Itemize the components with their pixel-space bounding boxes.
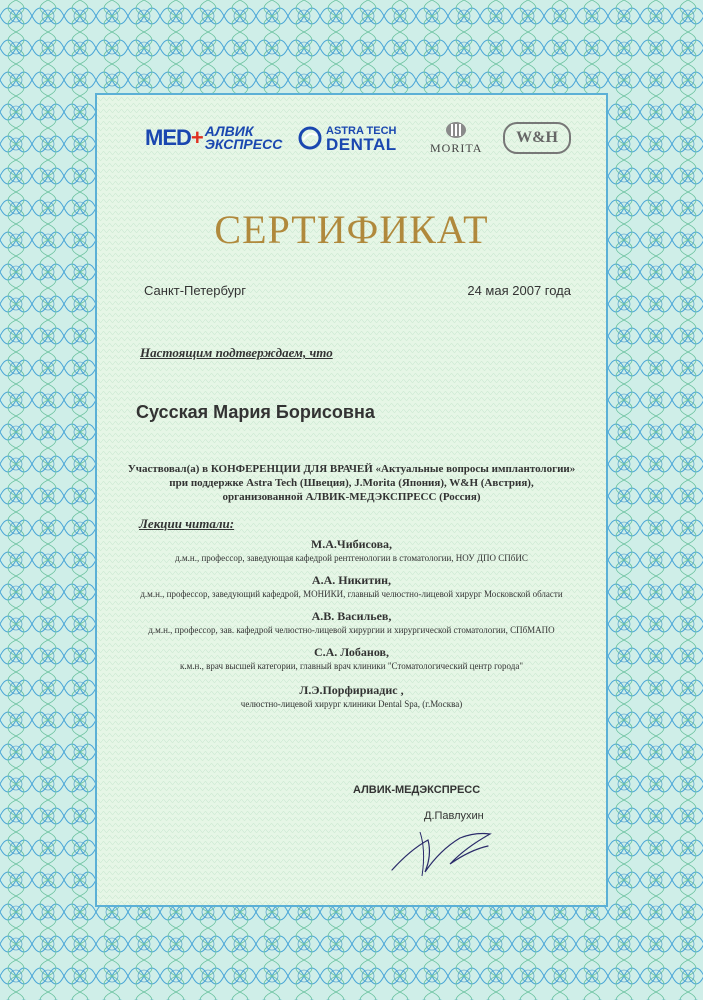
- signer-name: Д.Павлухин: [424, 810, 484, 822]
- lecturer-description: д.м.н., профессор, зав. кафедрой челюстно-лицевой хирургии и хирургической стоматологии, СПбМАПО: [148, 625, 555, 635]
- lecturer-item: [100, 537, 603, 564]
- lecturers-heading: Лекции читали:: [139, 516, 235, 531]
- lecturer-name: М.А.Чибисова,: [310, 537, 393, 551]
- astra-logo-line2: DENTAL: [326, 135, 397, 154]
- issue-date: 24 мая 2007 года: [467, 283, 571, 298]
- lecturer-description: д.м.н., профессор, заведующий кафедрой, МОНИКИ, главный челюстно-лицевой хирург Московской области: [140, 589, 563, 599]
- confirmation-phrase: Настоящим подтверждаем, что: [140, 345, 333, 360]
- lecturer-name: С.А. Лобанов,: [313, 645, 390, 659]
- handwritten-signature: [380, 820, 500, 880]
- morita-logo-text: MORITA: [430, 140, 483, 155]
- alvik-logo-line2: ЭКСПРЕСС: [204, 136, 283, 152]
- lecturer-name: А.В. Васильев,: [311, 609, 392, 623]
- lecturer-name: А.А. Никитин,: [311, 573, 392, 587]
- lecturer-name: Л.Э.Порфириадис ,: [299, 683, 404, 697]
- participation-line: при поддержке Astra Tech (Швеция), J.Morita (Япония), W&H (Австрия),: [169, 477, 534, 489]
- lecturer-description: челюстно-лицевой хирург клиники Dental Spa, (г.Москва): [240, 699, 463, 709]
- recipient-name: Сусская Мария Борисовна: [136, 402, 375, 422]
- wh-logo-text: W&H: [503, 122, 571, 154]
- certificate-title: СЕРТИФИКАТ: [214, 207, 489, 252]
- wh-logo: [503, 118, 571, 158]
- morita-logo: [430, 118, 482, 158]
- astra-swirl-icon: [298, 126, 322, 150]
- sponsor-logos: [145, 118, 565, 158]
- participation-statement: [100, 462, 603, 504]
- alvik-logo-line1: АЛВИК: [204, 123, 254, 139]
- med-mark: MED+: [145, 125, 203, 150]
- lecturer-item: [100, 645, 603, 672]
- alvik-medexpress-logo: [145, 118, 282, 158]
- lecturer-item: [100, 683, 603, 710]
- lecturer-item: [100, 609, 603, 636]
- participation-line: организованной АЛВИК-МЕДЭКСПРЕСС (Россия): [222, 491, 481, 503]
- lecturer-description: к.м.н., врач высшей категории, главный врач клиники "Стоматологический центр города": [179, 661, 524, 671]
- astra-logo-line1: ASTRA TECH: [326, 125, 397, 137]
- organization-name: АЛВИК-МЕДЭКСПРЕСС: [353, 784, 481, 796]
- astra-tech-logo: [298, 118, 397, 158]
- issue-place: Санкт-Петербург: [144, 283, 246, 298]
- participation-line: Участвовал(а) в КОНФЕРЕНЦИИ ДЛЯ ВРАЧЕЙ «Актуальные вопросы имплантологии»: [127, 463, 576, 475]
- lecturer-description: д.м.н., профессор, заведующая кафедрой рентгенологии в стоматологии, НОУ ДПО СПбИС: [175, 553, 528, 563]
- lecturer-item: [100, 573, 603, 600]
- morita-emblem-icon: [445, 121, 467, 139]
